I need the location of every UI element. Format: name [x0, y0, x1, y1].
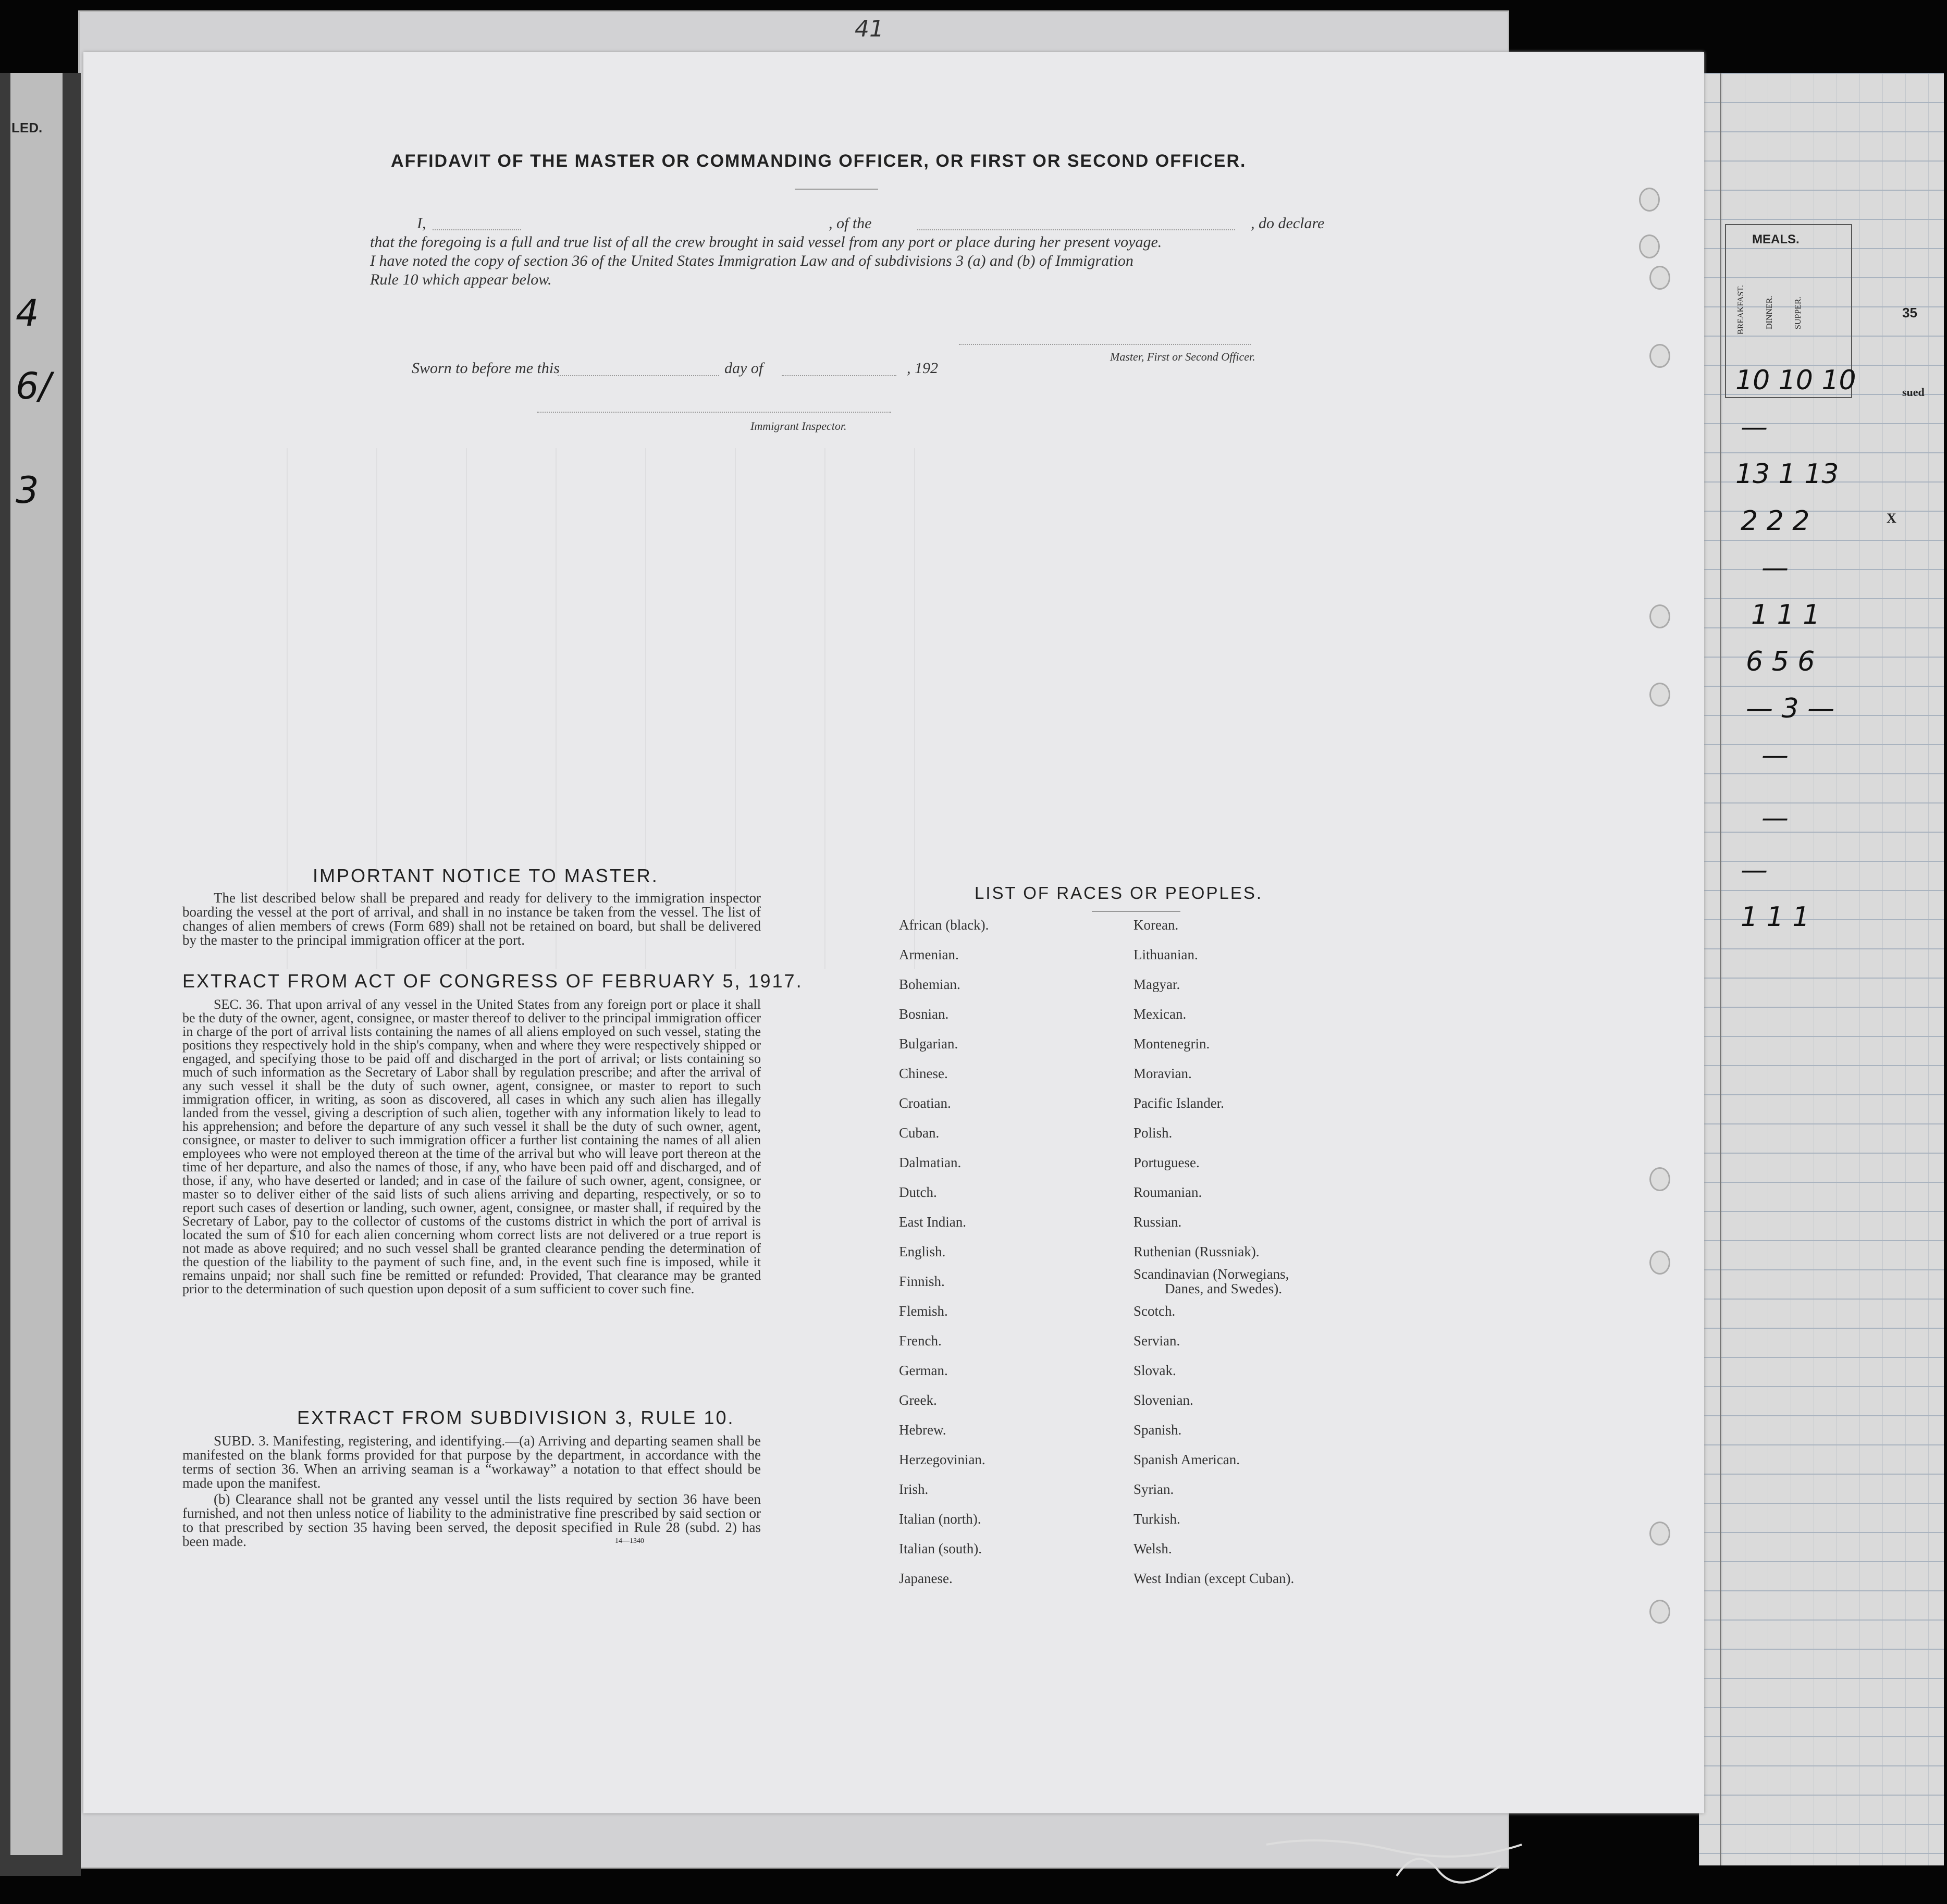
left-sheet-strip [10, 73, 63, 1855]
binder-hole [1649, 1251, 1670, 1275]
act-text: SEC. 36. That upon arrival of any vessel in the United States from any foreign port or place it shall be the duty of the owner, agent, consignee, or master thereof to deliver to the principal immigration officer in charge of the port of arrival lists containing the names of all aliens employed on such vessel, stating the positions they respectively hold in the ship's company, when and where they were respectively shipped or engaged, and specifying those to be paid off and discharged in the port of arrival; or lists containing so much of such information as the Secretary of Labor shall by regulation prescribe; and after the arrival of any such vessel it shall be the duty of such owner, agent, consignee, or master to report to such immigration officer, in writing, as soon as discovered, all cases in which any such alien has illegally landed from the vessel, giving a description of such alien, together with any information likely to lead to his apprehension; and before the departure of any such vessel it shall be the duty of such owner, agent, consignee, or master to deliver to such immigration officer a further list containing the names of all alien employees who were not employed thereon at the time of the arrival but who will leave port thereon at the time of her departure, and also the names of those, if any, who have been paid off and discharged, and of those, if any, who have deserted or landed; and in case of the failure of such owner, agent, consignee, or master so to deliver either of the said lists of such aliens arriving and departing, respectively, or so to report such cases of desertion or landing, such owner, agent, consignee, or master shall, if required by the Secretary of Labor, pay to the collector of customs of the customs district in which the port of arrival is located the sum of $10 for each alien concerning whom correct lists are not delivered or a true report is not made as above required; and no such vessel shall be granted clearance pending the determination of the question of the liability to the payment of such fine, and, in the event such fine is imposed, while it remains unpaid; nor shall such fine be remitted or refunded: Provided, That clearance may be granted prior to the determination of such question upon deposit of a sum sufficient to cover such fine. [182, 997, 761, 1296]
binder-hole [1649, 683, 1670, 707]
race-item: Servian. [1133, 1333, 1180, 1349]
binder-hole [1649, 1167, 1670, 1191]
meals-sheet [1699, 73, 1944, 1865]
signature-scrawl [1261, 1813, 1532, 1886]
meal-tally: — [1741, 412, 1768, 443]
binder-hole [1649, 1522, 1670, 1546]
affidavit-i: I, [417, 215, 426, 232]
race-item: Portuguese. [1133, 1155, 1200, 1170]
rule-text-b: (b) Clearance shall not be granted any vessel until the lists required by section 36 have been furnished, and not then unless notice of liability to the administrative fine prescribed by said section or to that prescribed by section 35 having been served, the deposit specified in Rule 28 (subd. 2) has been made. [182, 1491, 761, 1549]
vessel-blank[interactable] [917, 229, 1235, 230]
race-item: Dutch. [899, 1184, 937, 1200]
act-title: EXTRACT FROM ACT OF CONGRESS OF FEBRUARY 5, 1917. [182, 970, 803, 992]
race-item: Korean. [1133, 917, 1179, 933]
race-item: Dalmatian. [899, 1155, 962, 1170]
title-underline [795, 189, 878, 190]
race-item: French. [899, 1333, 942, 1349]
binder-hole [1649, 604, 1670, 628]
race-item: Slovenian. [1133, 1392, 1193, 1408]
meals-col-breakfast: BREAKFAST. [1736, 285, 1745, 335]
sworn-day-blank[interactable] [558, 375, 719, 376]
race-item: Turkish. [1133, 1511, 1180, 1527]
meal-tally: — [1741, 855, 1768, 886]
rule-title: EXTRACT FROM SUBDIVISION 3, RULE 10. [297, 1407, 735, 1428]
notice-title: IMPORTANT NOTICE TO MASTER. [313, 865, 659, 886]
race-item: African (black). [899, 917, 989, 933]
affidavit-line3: I have noted the copy of section 36 of the United States Immigration Law and of subdivisions 3 (a) and (b) of Immigration [370, 252, 1133, 269]
meals-col-supper: SUPPER. [1794, 296, 1803, 329]
affidavit-page [83, 52, 1704, 1813]
race-item: Croatian. [899, 1095, 951, 1111]
name-blank[interactable] [433, 229, 521, 230]
race-item: Montenegrin. [1133, 1036, 1210, 1052]
race-item: Herzegovinian. [899, 1452, 985, 1467]
meal-tally: 1 1 1 [1741, 901, 1810, 933]
binder-hole [1649, 344, 1670, 368]
affidavit-line4: Rule 10 which appear below. [370, 271, 552, 288]
race-item: Polish. [1133, 1125, 1173, 1141]
left-edge-scribble: 3 [16, 469, 39, 512]
race-item: Magyar. [1133, 976, 1180, 992]
sworn-year: , 192 [907, 360, 938, 377]
meal-tally: — [1761, 740, 1789, 771]
left-edge-label: LED. [11, 120, 43, 135]
race-item: West Indian (except Cuban). [1133, 1571, 1295, 1586]
page-number: 41 [855, 16, 884, 42]
sworn-text: Sworn to before me this [412, 360, 560, 377]
race-item: Scandinavian (Norwegians, [1133, 1266, 1289, 1282]
race-item-continued: Danes, and Swedes). [1165, 1281, 1282, 1296]
left-edge-scribble: 6/ [16, 365, 52, 407]
form-number: 14—1340 [615, 1537, 644, 1545]
race-item: Flemish. [899, 1303, 948, 1319]
race-item: Armenian. [899, 947, 959, 962]
meal-tally: 1 1 1 [1751, 599, 1820, 630]
inspector-line[interactable] [537, 412, 891, 413]
race-item: Lithuanian. [1133, 947, 1198, 962]
race-item: Hebrew. [899, 1422, 946, 1438]
race-item: Bosnian. [899, 1006, 949, 1022]
race-item: Pacific Islander. [1133, 1095, 1224, 1111]
meal-tally: — [1761, 552, 1789, 584]
meal-tally: 10 10 10 [1735, 365, 1856, 396]
race-item: Spanish American. [1133, 1452, 1240, 1467]
meals-col-dinner: DINNER. [1765, 295, 1774, 329]
notice-text: The list described below shall be prepared and ready for delivery to the immigration inspector boarding the vessel at the port of arrival, and shall in no instance be taken from the vessel. The list of changes of alien members of crews (Form 689) shall not be retained on board, but shall be delivered by the master to the principal immigration officer at the port. [182, 890, 761, 948]
race-item: Irish. [899, 1481, 929, 1497]
race-item: English. [899, 1244, 946, 1259]
race-item: German. [899, 1363, 948, 1378]
races-title: LIST OF RACES OR PEOPLES. [975, 883, 1263, 902]
rule-text-a: SUBD. 3. Manifesting, registering, and identifying.—(a) Arriving and departing seamen shall be manifested on the blank forms provided for that purpose by the department, in accordance with the terms of section 36. When an arriving seaman is a “workaway” a notation to that effect should be made upon the manifest. [182, 1433, 761, 1491]
meal-tally: 13 1 13 [1735, 459, 1839, 490]
race-item: Greek. [899, 1392, 937, 1408]
edge-text: X [1887, 511, 1896, 526]
race-item: Russian. [1133, 1214, 1182, 1230]
race-item: Welsh. [1133, 1541, 1172, 1556]
race-item: East Indian. [899, 1214, 966, 1230]
race-item: Ruthenian (Russniak). [1133, 1244, 1260, 1259]
meal-tally: — 3 — [1746, 693, 1835, 724]
meal-tally: 2 2 2 [1741, 505, 1810, 537]
race-item: Japanese. [899, 1571, 953, 1586]
meal-tally: — [1761, 802, 1789, 834]
sworn-dayof: day of [724, 360, 763, 377]
race-item: Syrian. [1133, 1481, 1174, 1497]
left-edge-scribble: 4 [16, 292, 39, 335]
affidavit-declare: , do declare [1251, 215, 1325, 232]
binder-hole [1649, 266, 1670, 290]
race-item: Mexican. [1133, 1006, 1187, 1022]
binder-hole [1639, 234, 1660, 258]
affidavit-title: AFFIDAVIT OF THE MASTER OR COMMANDING OFFICER, OR FIRST OR SECOND OFFICER. [391, 151, 1247, 171]
meal-tally: 6 5 6 [1746, 646, 1815, 677]
races-underline [1092, 911, 1180, 912]
race-item: Finnish. [899, 1274, 945, 1289]
race-item: Chinese. [899, 1066, 948, 1081]
binder-hole [1639, 188, 1660, 212]
race-item: Moravian. [1133, 1066, 1192, 1081]
affidavit-of: , of the [829, 215, 872, 232]
race-item: Roumanian. [1133, 1184, 1202, 1200]
meals-title: MEALS. [1752, 232, 1800, 246]
race-item: Cuban. [899, 1125, 940, 1141]
race-item: Bohemian. [899, 976, 960, 992]
edge-text: sued [1902, 386, 1925, 399]
signature-line[interactable] [959, 344, 1251, 345]
affidavit-line2: that the foregoing is a full and true list of all the crew brought in said vessel from any port or place during her present voyage. [370, 233, 1162, 251]
race-item: Italian (north). [899, 1511, 981, 1527]
sworn-month-blank[interactable] [782, 375, 896, 376]
race-item: Slovak. [1133, 1363, 1176, 1378]
race-item: Bulgarian. [899, 1036, 958, 1052]
race-item: Spanish. [1133, 1422, 1182, 1438]
race-item: Scotch. [1133, 1303, 1176, 1319]
binder-hole [1649, 1600, 1670, 1624]
master-label: Master, First or Second Officer. [1110, 350, 1255, 363]
column-number: 35 [1902, 305, 1917, 320]
inspector-label: Immigrant Inspector. [750, 419, 847, 432]
race-item: Italian (south). [899, 1541, 982, 1556]
sheet-edge-line [1720, 73, 1721, 1865]
